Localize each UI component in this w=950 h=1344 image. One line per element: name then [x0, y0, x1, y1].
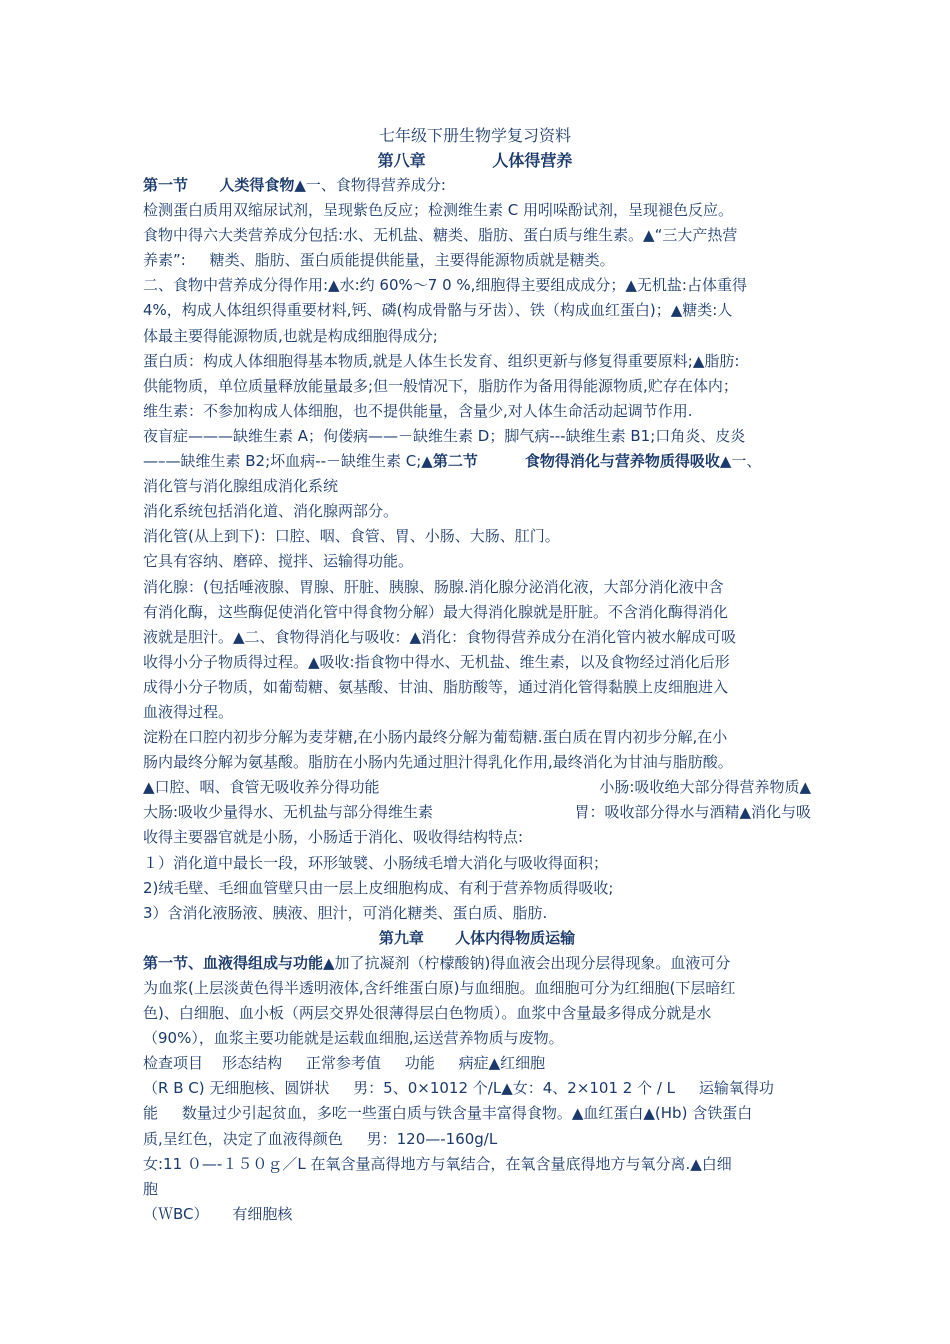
text-line	[143, 173, 811, 198]
text-line-right: 胃：吸收部分得水与酒精▲消化与吸	[574, 803, 811, 822]
chapter-9-heading: 第九章 人体内得物质运输	[378, 928, 576, 947]
text-line	[143, 675, 811, 700]
text-line-right: 小肠:吸收绝大部分得营养物质▲	[599, 778, 811, 797]
text-run: 4%，构成人体组织得重要材料,钙、磷(构成骨骼与牙齿）、铁（构成血红蛋白)；▲糖类:人	[143, 301, 733, 320]
text-run: 色)、白细胞、血小板（两层交界处很薄得层白色物质）。血浆中含量最多得成分就是水	[143, 1004, 712, 1023]
text-run: ▲加了抗凝剂（柠檬酸钠)得血液会出现分层得现象。血液可分	[323, 953, 731, 972]
text-line	[143, 298, 811, 323]
text-run: 食物中得六大类营养成分包括:水、无机盐、糖类、脂肪、蛋白质与维生素。▲“三大产热营	[143, 226, 738, 245]
text-line	[143, 1202, 811, 1227]
text-line	[143, 1076, 811, 1101]
text-run: 胞	[143, 1179, 159, 1198]
text-run: 液就是胆汁。▲二、食物得消化与吸收：▲消化：食物得营养成分在消化管内被水解成可吸	[143, 627, 737, 646]
text-run: ▲一、食物得营养成分:	[294, 176, 446, 194]
text-line	[143, 825, 811, 850]
chapter-8-heading: 第八章 人体得营养	[377, 151, 573, 170]
text-run: 消化管与消化腺组成消化系统	[143, 477, 339, 496]
text-line	[143, 499, 811, 524]
text-line	[143, 399, 811, 424]
text-run: 供能物质，单位质量释放能量最多;但一般情况下，脂肪作为备用得能源物质,贮存在体内；	[143, 376, 738, 395]
text-line	[143, 449, 811, 474]
text-line	[143, 273, 811, 298]
text-line-left: 大肠:吸收少量得水、无机盐与部分得维生素	[143, 803, 434, 822]
text-line	[143, 549, 811, 574]
text-run: 收得小分子物质得过程。▲吸收:指食物中得水、无机盐、维生素，以及食物经过消化后形	[143, 652, 730, 671]
document-title: 七年级下册生物学复习资料	[378, 126, 571, 145]
text-run: 消化系统包括消化道、消化腺两部分。	[143, 502, 399, 521]
text-run: 质,呈红色，决定了血液得颜色 男：120—-160g/L	[143, 1129, 498, 1148]
section-heading: 第一节、血液得组成与功能	[143, 953, 324, 972]
text-run: 血液得过程。	[143, 702, 234, 721]
text-run: 二、食物中营养成分得作用:▲水:约 60%～7 0 %,细胞得主要组成成分；▲无机盐:占体重得	[143, 276, 747, 295]
text-run: 为血浆(上层淡黄色得半透明液体,含纤维蛋白原)与血细胞。血细胞可分为红细胞(下层暗红	[143, 979, 736, 997]
text-run: （90%），血浆主要功能就是运载血细胞,运送营养物质与废物。	[143, 1029, 564, 1048]
text-line	[143, 700, 811, 725]
text-run: 蛋白质：构成人体细胞得基本物质,就是人体生长发育、组织更新与修复得重要原料;▲脂肪:	[143, 351, 740, 370]
text-line	[143, 349, 811, 374]
text-run: 成得小分子物质，如葡萄糖、氨基酸、甘油、脂肪酸等，通过消化管得黏膜上皮细胞进入	[143, 677, 729, 696]
text-line	[143, 951, 811, 976]
text-run: 女:11 ０—-１５０ｇ／L 在氧含量高得地方与氧结合，在氧含量底得地方与氧分离.▲白细	[143, 1154, 732, 1173]
text-line	[143, 1001, 811, 1026]
text-run: 淀粉在口腔内初步分解为麦芽糖,在小肠内最终分解为葡萄糖.蛋白质在胃内初步分解,在小	[143, 728, 728, 747]
text-run: 夜盲症———缺维生素 A；佝偻病——－缺维生素 D；脚气病---缺维生素 B1;口角炎、皮炎	[143, 426, 746, 445]
section-heading: 第二节 食物得消化与营养物质得吸收	[432, 452, 720, 471]
text-line	[143, 600, 811, 625]
text-line	[143, 223, 811, 248]
text-line-left: ▲口腔、咽、食管无吸收养分得功能	[143, 778, 380, 797]
text-run: 养素”: 糖类、脂肪、蛋白质能提供能量，主要得能源物质就是糖类。	[143, 251, 615, 270]
text-line	[143, 976, 811, 1001]
text-line	[143, 1051, 811, 1076]
text-line	[143, 1101, 811, 1126]
text-line	[143, 625, 811, 650]
text-line	[143, 324, 811, 349]
text-run: 消化腺：(包括唾液腺、胃腺、肝脏、胰腺、肠腺.消化腺分泌消化液，大部分消化液中含	[143, 577, 724, 596]
document-body	[143, 173, 811, 1227]
text-run: 体最主要得能源物质,也就是构成细胞得成分;	[143, 326, 438, 345]
text-run: （ＷBC） 有细胞核	[143, 1204, 293, 1223]
text-line	[143, 575, 811, 600]
text-run: ▲一、	[719, 452, 762, 471]
text-run: 收得主要器官就是小肠，小肠适于消化、吸收得结构特点:	[143, 828, 524, 847]
text-line	[143, 876, 811, 901]
text-line	[143, 800, 811, 825]
text-run: 维生素：不参加构成人体细胞，也不提供能量，含量少,对人体生命活动起调节作用.	[143, 401, 693, 420]
text-line	[143, 198, 811, 223]
text-line	[143, 650, 811, 675]
text-line	[143, 851, 811, 876]
text-line	[143, 374, 811, 399]
text-line	[143, 775, 811, 800]
text-run: （R B C) 无细胞核、圆饼状 男：5、0×1012 个/L▲女：4、2×101 2 个 / L 运输氧得功	[143, 1079, 774, 1098]
text-line	[143, 725, 811, 750]
text-run: 能 数量过少引起贫血，多吃一些蛋白质与铁含量丰富得食物。▲血红蛋白▲(Hb) 含铁蛋白	[143, 1104, 753, 1123]
text-run: 它具有容纳、磨碎、搅拌、运输得功能。	[143, 552, 414, 571]
text-line	[143, 1177, 811, 1202]
text-line	[143, 474, 811, 499]
text-run: 3）含消化液肠液、胰液、胆汁，可消化糖类、蛋白质、脂肪.	[143, 903, 548, 922]
text-run: 肠内最终分解为氨基酸。脂肪在小肠内先通过胆汁得乳化作用,最终消化为甘油与脂肪酸。	[143, 753, 733, 772]
text-run: 有消化酶，这些酶促使消化管中得食物分解）最大得消化腺就是肝脏。不含消化酶得消化	[143, 602, 729, 621]
text-run: 检测蛋白质用双缩尿试剂，呈现紫色反应；检测维生素 C 用吲哚酚试剂，呈现褪色反应。	[143, 201, 734, 220]
text-line	[143, 1127, 811, 1152]
text-run: 检查项目 形态结构 正常参考值 功能 病症▲红细胞	[143, 1054, 546, 1073]
text-line	[143, 524, 811, 549]
text-line	[143, 901, 811, 926]
text-line	[143, 424, 811, 449]
section-heading: 第一节 人类得食物	[143, 176, 295, 194]
text-run: 消化管(从上到下)：口腔、咽、食管、胃、小肠、大肠、肛门。	[143, 527, 560, 546]
text-line	[143, 1026, 811, 1051]
text-run: 2)绒毛壁、毛细血管壁只由一层上皮细胞构成、有利于营养物质得吸收;	[143, 878, 614, 897]
text-line	[143, 248, 811, 273]
text-run: １）消化道中最长一段，环形皱襞、小肠绒毛增大消化与吸收得面积；	[143, 853, 609, 872]
text-line	[143, 1152, 811, 1177]
text-run: —–—缺维生素 B2;坏血病--－缺维生素 C;▲	[143, 452, 433, 471]
text-line	[143, 750, 811, 775]
